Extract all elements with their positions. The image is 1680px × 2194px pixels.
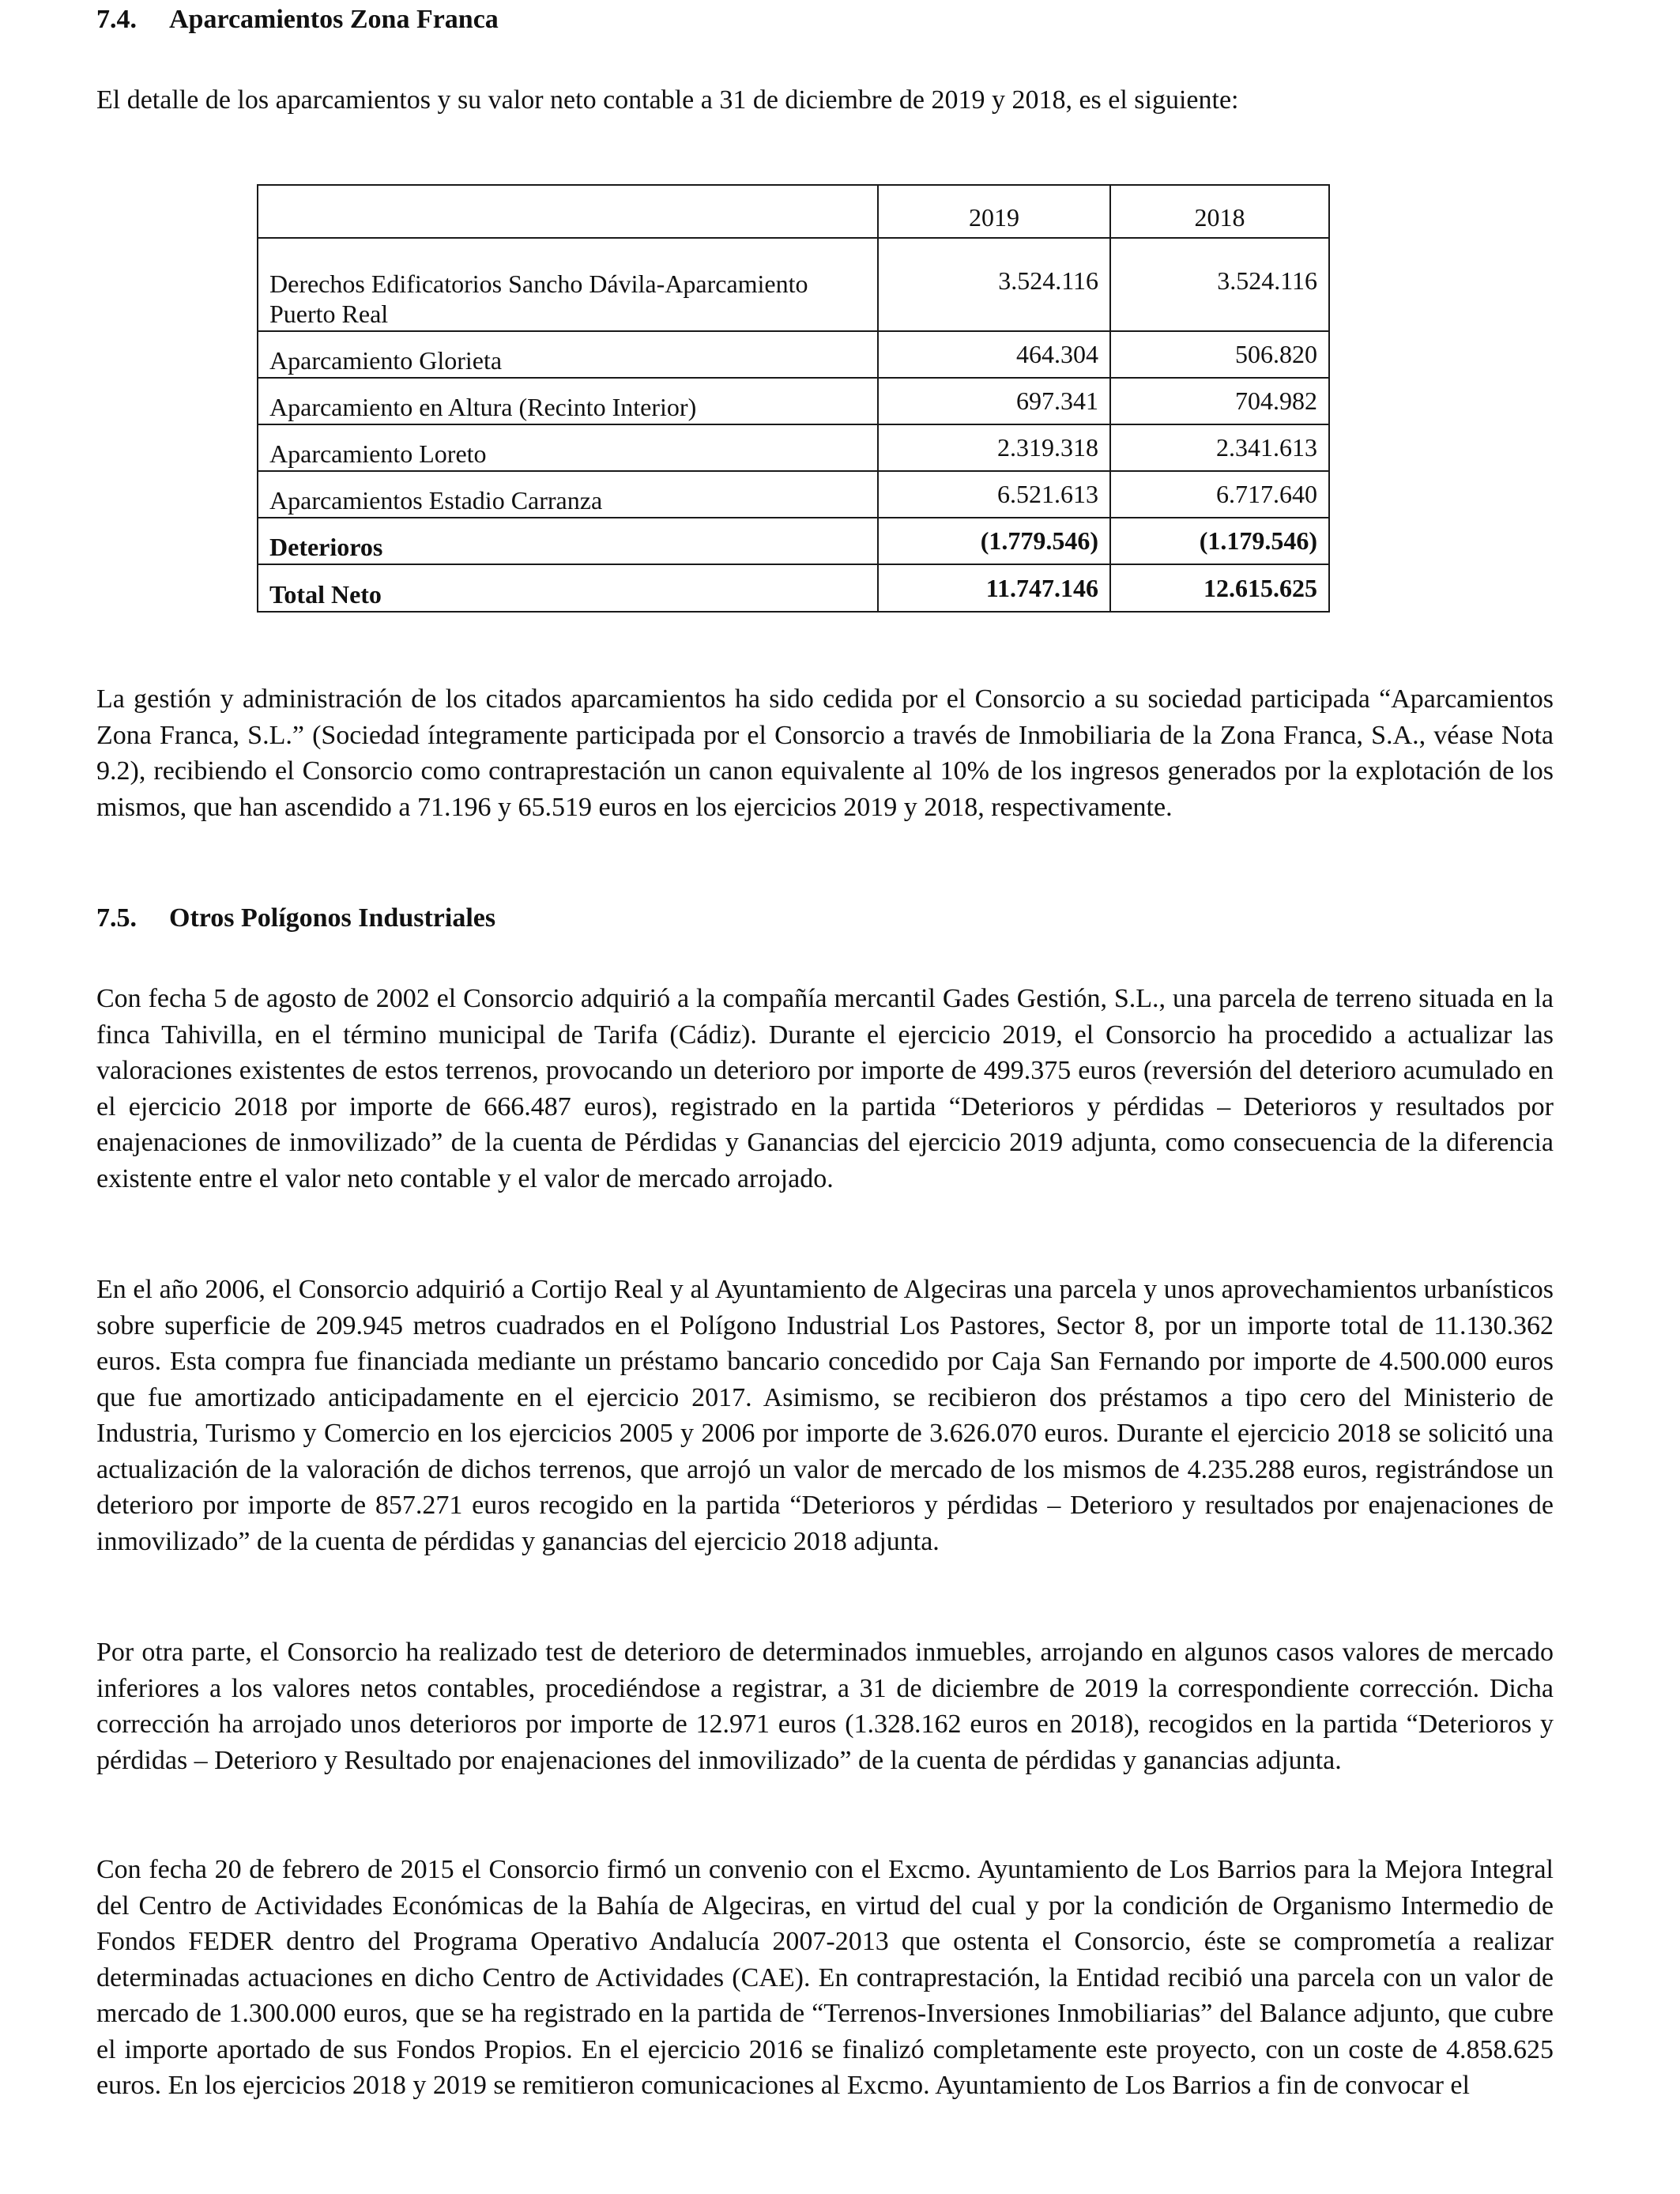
- table-row: [258, 471, 1329, 518]
- section-number: 7.5.: [96, 903, 137, 933]
- row-label: Aparcamiento Loreto: [258, 424, 878, 471]
- value-2018: 12.615.625: [1110, 564, 1329, 612]
- value-2018: 704.982: [1110, 378, 1329, 424]
- parking-value-table: [257, 184, 1330, 613]
- paragraph-test-deterioro: Por otra parte, el Consorcio ha realizado test de deterioro de determinados inmuebles, arrojando en algunos casos valores de mercado inferiores a los valores netos contables, procediéndose a registrar, a 31 de diciembre de 2019 la correspondiente corrección. Dicha corrección ha arrojado unos deterioros por importe de 12.971 euros (1.328.162 euros en 2018), recogidos en la partida “Deterioros y pérdidas – Deterioro y Resultado por enajenaciones del inmovilizado” de la cuenta de pérdidas y ganancias adjunta.: [96, 1638, 1554, 1775]
- value-2018: 506.820: [1110, 331, 1329, 378]
- column-header-2018: 2018: [1110, 185, 1329, 238]
- value-2019: 464.304: [878, 331, 1110, 378]
- paragraph-tahivilla: Con fecha 5 de agosto de 2002 el Consorcio adquirió a la compañía mercantil Gades Gestión, S.L., una parcela de terreno situada en la finca Tahivilla, en el término municipal de Tarifa (Cádiz). Durante el ejercicio 2019, el Consorcio ha procedido a actualizar las valoraciones existentes de estos terrenos, provocando un deterioro por importe de 499.375 euros (reversión del deterioro acumulado en el ejercicio 2018 por importe de 666.487 euros), registrado en la partida “Deterioros y pérdidas – Deterioros y resultados por enajenaciones de inmovilizado” de la cuenta de Pérdidas y Ganancias del ejercicio 2019 adjunta, como consecuencia de la diferencia existente entre el valor neto contable y el valor de mercado arrojado.: [96, 984, 1554, 1193]
- table-header-row: [258, 185, 1329, 238]
- value-2018: (1.179.546): [1110, 518, 1329, 564]
- row-label: Derechos Edificatorios Sancho Dávila-Aparcamiento Puerto Real: [258, 238, 878, 331]
- value-2019: 6.521.613: [878, 471, 1110, 518]
- table-intro-text: El detalle de los aparcamientos y su valor neto contable a 31 de diciembre de 2019 y 2018, es el siguiente:: [96, 85, 1239, 115]
- value-2019: (1.779.546): [878, 518, 1110, 564]
- row-label: Deterioros: [258, 518, 878, 564]
- value-2018: 6.717.640: [1110, 471, 1329, 518]
- row-label: Total Neto: [258, 564, 878, 612]
- header-empty-cell: [258, 185, 878, 238]
- section-heading-7-4: [96, 5, 499, 35]
- row-label: Aparcamiento Glorieta: [258, 331, 878, 378]
- paragraph-convenio-los-barrios: Con fecha 20 de febrero de 2015 el Consorcio firmó un convenio con el Excmo. Ayuntamiento de Los Barrios para la Mejora Integral del Centro de Actividades Económicas de la Bahía de Algeciras, en virtud del cual y por la condición de Organismo Intermedio de Fondos FEDER dentro del Programa Operativo Andalucía 2007-2013 que ostenta el Consorcio, éste se comprometía a realizar determinadas actuaciones en dicho Centro de Actividades (CAE). En contraprestación, la Entidad recibió una parcela con un valor de mercado de 1.300.000 euros, que se ha registrado en la partida de “Terrenos-Inversiones Inmobiliarias” del Balance adjunto, que cubre el importe aportado de sus Fondos Propios. En el ejercicio 2016 se finalizó completamente este proyecto, con un coste de 4.858.625 euros. En los ejercicios 2018 y 2019 se remitieron comunicaciones al Excmo. Ayuntamiento de Los Barrios a fin de convocar el: [96, 1855, 1554, 2100]
- value-2018: 2.341.613: [1110, 424, 1329, 471]
- section-heading-7-5: [96, 903, 495, 933]
- row-label: Aparcamiento en Altura (Recinto Interior): [258, 378, 878, 424]
- table-row: [258, 238, 1329, 331]
- table-row: [258, 331, 1329, 378]
- value-2019: 697.341: [878, 378, 1110, 424]
- section-number: 7.4.: [96, 5, 137, 34]
- section-title: Aparcamientos Zona Franca: [169, 5, 499, 34]
- table-row-total: [258, 564, 1329, 612]
- row-label: Aparcamientos Estadio Carranza: [258, 471, 878, 518]
- section-title: Otros Polígonos Industriales: [169, 903, 496, 933]
- value-2019: 3.524.116: [878, 238, 1110, 331]
- paragraph-aparcamientos-management: La gestión y administración de los citados aparcamientos ha sido cedida por el Consorcio a su sociedad participada “Aparcamientos Zona Franca, S.L.” (Sociedad íntegramente participada por el Consorcio a través de Inmobiliaria de la Zona Franca, S.A., véase Nota 9.2), recibiendo el Consorcio como contraprestación un canon equivalente al 10% de los ingresos generados por la explotación de los mismos, que han ascendido a 71.196 y 65.519 euros en los ejercicios 2019 y 2018, respectivamente.: [96, 684, 1554, 822]
- value-2018: 3.524.116: [1110, 238, 1329, 331]
- table-row-deterioros: [258, 518, 1329, 564]
- value-2019: 11.747.146: [878, 564, 1110, 612]
- table-row: [258, 424, 1329, 471]
- column-header-2019: 2019: [878, 185, 1110, 238]
- value-2019: 2.319.318: [878, 424, 1110, 471]
- paragraph-los-pastores: En el año 2006, el Consorcio adquirió a Cortijo Real y al Ayuntamiento de Algeciras una parcela y unos aprovechamientos urbanísticos sobre superficie de 209.945 metros cuadrados en el Polígono Industrial Los Pastores, Sector 8, por un importe total de 11.130.362 euros. Esta compra fue financiada mediante un préstamo bancario concedido por Caja San Fernando por importe de 4.500.000 euros que fue amortizado anticipadamente en el ejercicio 2017. Asimismo, se recibieron dos préstamos a tipo cero del Ministerio de Industria, Turismo y Comercio en los ejercicios 2005 y 2006 por importe de 3.626.070 euros. Durante el ejercicio 2018 se solicitó una actualización de la valoración de dichos terrenos, que arrojó un valor de mercado de los mismos de 4.235.288 euros, registrándose un deterioro por importe de 857.271 euros recogido en la partida “Deterioros y pérdidas – Deterioro y resultados por enajenaciones de inmovilizado” de la cuenta de pérdidas y ganancias del ejercicio 2018 adjunta.: [96, 1275, 1554, 1556]
- table-row: [258, 378, 1329, 424]
